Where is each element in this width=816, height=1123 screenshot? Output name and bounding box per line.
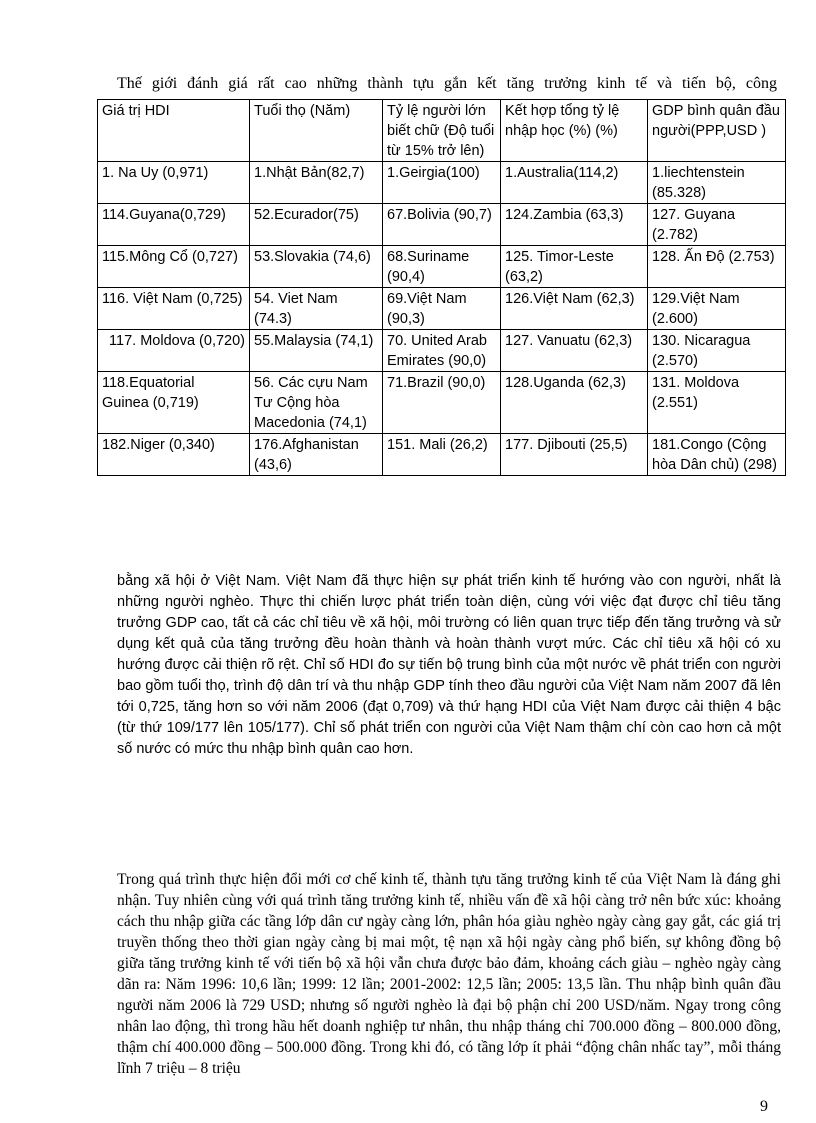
header-gdp-per-capita: GDP bình quân đầu người(PPP,USD )	[648, 100, 786, 162]
page-number: 9	[760, 1098, 768, 1115]
table-cell: 125. Timor-Leste (63,2)	[501, 246, 648, 288]
table-cell: 124.Zambia (63,3)	[501, 204, 648, 246]
table-cell: 71.Brazil (90,0)	[383, 372, 501, 434]
table-cell: 67.Bolivia (90,7)	[383, 204, 501, 246]
table-cell: 130. Nicaragua (2.570)	[648, 330, 786, 372]
table-cell: 69.Việt Nam (90,3)	[383, 288, 501, 330]
body-paragraph-inequality: Trong quá trình thực hiện đổi mới cơ chế kinh tế, thành tựu tăng trưởng kinh tế của Việt Nam là đáng ghi nhận. Tuy nhiên cùng với quá trình tăng trưởng kinh tế, nhiều vấn đề xã hội càng trở nên bức xúc: khoảng cách thu nhập giữa các tầng lớp dân cư ngày càng lớn, phân hóa giàu nghèo ngày càng gay gắt, các giá trị truyền thống theo thời gian ngày càng bị mai một, tệ nạn xã hội ngày càng phổ biến, sự không đồng bộ giữa tăng trưởng kinh tế với tiến bộ xã hội vẫn chưa được bảo đảm, khoảng cách giàu – nghèo ngày càng dãn ra: Năm 1996: 10,6 lần; 1999: 12 lần; 2001-2002: 12,5 lần; 2005: 13,5 lần. Thu nhập bình quân đầu người năm 2006 là 729 USD; nhưng số người nghèo là đại bộ phận chỉ 200 USD/năm. Ngay trong công nhân lao động, thì trong hầu hết doanh nghiệp tư nhân, thu nhập tháng chỉ 700.000 đồng – 800.000 đồng, thậm chí 400.000 đồng – 500.000 đồng. Trong khi đó, có tầng lớp ít phải “động chân nhấc tay”, mỗi tháng lĩnh 7 triệu – 8 triệu	[117, 870, 781, 1077]
table-row	[98, 288, 786, 330]
table-cell: 1. Na Uy (0,971)	[98, 162, 250, 204]
table-cell: 128. Ấn Độ (2.753)	[648, 246, 786, 288]
table-row	[98, 330, 786, 372]
table-cell: 117. Moldova (0,720)	[98, 330, 250, 372]
table-cell: 131. Moldova (2.551)	[648, 372, 786, 434]
table-cell: 1.Australia(114,2)	[501, 162, 648, 204]
table-cell: 52.Ecurador(75)	[250, 204, 383, 246]
table-cell: 56. Các cựu Nam Tư Cộng hòa Macedonia (74,1)	[250, 372, 383, 434]
table-row	[98, 372, 786, 434]
table-cell: 115.Mông Cổ (0,727)	[98, 246, 250, 288]
table-cell: 176.Afghanistan (43,6)	[250, 434, 383, 476]
table-cell: 127. Guyana (2.782)	[648, 204, 786, 246]
table-cell: 55.Malaysia (74,1)	[250, 330, 383, 372]
table-row	[98, 162, 786, 204]
header-hdi-value: Giá trị HDI	[98, 100, 250, 162]
table-cell: 126.Việt Nam (62,3)	[501, 288, 648, 330]
table-cell: 128.Uganda (62,3)	[501, 372, 648, 434]
table-cell: 1.Geirgia(100)	[383, 162, 501, 204]
hdi-ranking-table	[97, 99, 786, 476]
table-cell: 182.Niger (0,340)	[98, 434, 250, 476]
table-cell: 127. Vanuatu (62,3)	[501, 330, 648, 372]
header-enrolment-ratio: Kết hợp tổng tỷ lệ nhập học (%) (%)	[501, 100, 648, 162]
table-cell: 53.Slovakia (74,6)	[250, 246, 383, 288]
table-cell: 129.Việt Nam (2.600)	[648, 288, 786, 330]
table-cell: 151. Mali (26,2)	[383, 434, 501, 476]
table-row	[98, 434, 786, 476]
table-row	[98, 204, 786, 246]
table-cell: 1.Nhật Bản(82,7)	[250, 162, 383, 204]
intro-line: Thế giới đánh giá rất cao những thành tựu gắn kết tăng trưởng kinh tế và tiến bộ, công	[117, 75, 777, 92]
table-cell: 1.liechtenstein (85.328)	[648, 162, 786, 204]
table-cell: 118.Equatorial Guinea (0,719)	[98, 372, 250, 434]
header-adult-literacy: Tỷ lệ người lớn biết chữ (Độ tuổi từ 15% trở lên)	[383, 100, 501, 162]
table-cell: 116. Việt Nam (0,725)	[98, 288, 250, 330]
table-row	[98, 246, 786, 288]
table-header-row	[98, 100, 786, 162]
header-life-expectancy: Tuổi thọ (Năm)	[250, 100, 383, 162]
table-cell: 68.Suriname (90,4)	[383, 246, 501, 288]
table-cell: 70. United Arab Emirates (90,0)	[383, 330, 501, 372]
table-cell: 181.Congo (Cộng hòa Dân chủ) (298)	[648, 434, 786, 476]
table-cell: 114.Guyana(0,729)	[98, 204, 250, 246]
table-cell: 177. Djibouti (25,5)	[501, 434, 648, 476]
table-cell: 54. Viet Nam (74.3)	[250, 288, 383, 330]
body-paragraph-hdi: bằng xã hội ở Việt Nam. Việt Nam đã thực hiện sự phát triển kinh tế hướng vào con người, nhất là những người nghèo. Thực thi chiến lược phát triển toàn diện, cùng với việc đạt được chỉ tiêu tăng trưởng GDP cao, tất cả các chỉ tiêu về xã hội, môi trường có liên quan trực tiếp đến tăng trưởng và sử dụng kết quả của tăng trưởng đều hoàn thành và hoàn thành vượt mức. Các chỉ tiêu xã hội có xu hướng được cải thiện rõ rệt. Chỉ số HDI đo sự tiến bộ trung bình của một nước về phát triển con người bao gồm tuổi thọ, trình độ dân trí và thu nhập GDP tính theo đầu người của Việt Nam năm 2007 đã lên tới 0,725, tăng hơn so với năm 2006 (đạt 0,709) và thứ hạng HDI của Việt Nam được cải thiện 4 bậc (từ thứ 109/177 lên 105/177). Chỉ số phát triển con người của Việt Nam thậm chí còn cao hơn cả một số nước có mức thu nhập bình quân cao hơn.	[117, 572, 781, 757]
